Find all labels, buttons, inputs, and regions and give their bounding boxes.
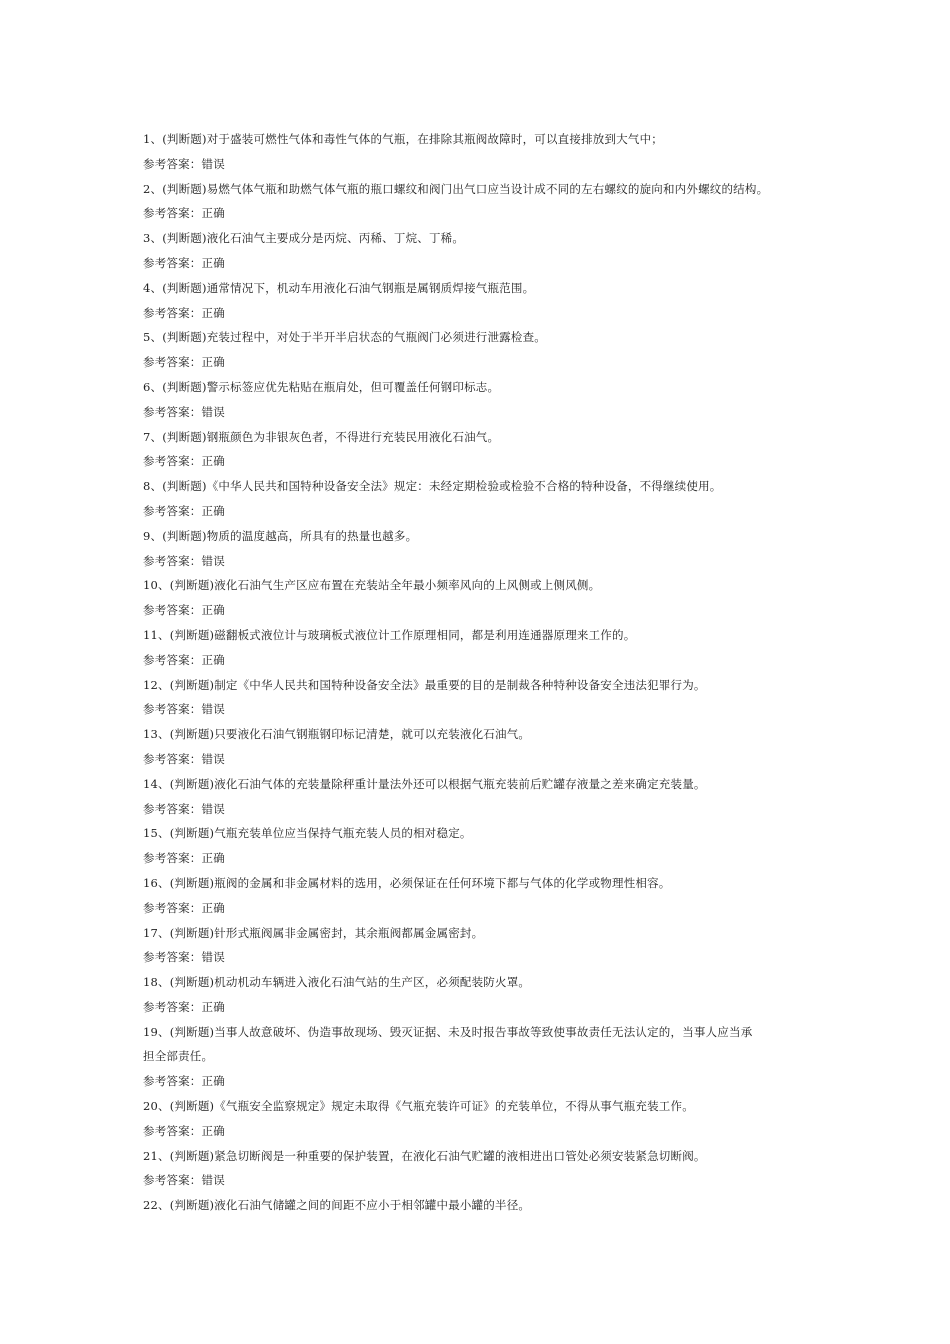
answer-line [143,697,823,722]
answer-prefix: 参考答案： [143,355,202,370]
answer-prefix: 参考答案： [143,553,202,568]
answer-line [143,945,823,970]
answer-prefix: 参考答案： [143,503,202,518]
answer-prefix: 参考答案： [143,404,202,419]
question-text: 10、(判断题)液化石油气生产区应布置在充装站全年最小频率风向的上风侧或上侧风侧。 [143,578,601,593]
answer-value: 正确 [201,454,225,469]
answer-value: 正确 [201,1123,225,1138]
exam-page [143,127,823,1218]
answer-line [143,1168,823,1193]
answer-line [143,152,823,177]
answer-prefix: 参考答案： [143,851,202,866]
answer-value: 正确 [201,900,225,915]
answer-line [143,1069,823,1094]
answer-value: 正确 [201,1074,225,1089]
answer-value: 正确 [201,652,225,667]
question-text: 1、(判断题)对于盛装可燃性气体和毒性气体的气瓶，在排除其瓶阀故障时，可以直接排放到大气中； [143,132,663,146]
answer-value: 错误 [201,1173,225,1188]
answer-value: 正确 [201,305,225,320]
answer-value: 错误 [201,156,225,171]
answer-value: 正确 [201,503,225,518]
answer-line [143,251,823,276]
question-text: 18、(判断题)机动机动车辆进入液化石油气站的生产区，必须配装防火罩。 [143,975,531,990]
answer-line [143,549,823,574]
answer-line [143,201,823,226]
answer-prefix: 参考答案： [143,950,202,965]
question-text: 11、(判断题)磁翻板式液位计与玻璃板式液位计工作原理相同，都是利用连通器原理来工作的。 [143,627,636,642]
answer-line [143,499,823,524]
question-text: 9、(判断题)物质的温度越高，所具有的热量也越多。 [143,528,418,543]
answer-line [143,896,823,921]
question-text: 19、(判断题)当事人故意破坏、伪造事故现场、毁灭证据、未及时报告事故等致使事故责任无法认定的，当事人应当承 [143,1024,753,1039]
answer-line [143,1119,823,1144]
answer-prefix: 参考答案： [143,999,202,1014]
answer-prefix: 参考答案： [143,603,202,618]
answer-prefix: 参考答案： [143,255,202,270]
question-text: 8、(判断题)《中华人民共和国特种设备安全法》规定：未经定期检验或检验不合格的特种设备，不得继续使用。 [143,479,722,494]
question-text: 5、(判断题)充装过程中，对处于半开半启状态的气瓶阀门必须进行泄露检查。 [143,330,546,345]
answer-line [143,747,823,772]
answer-prefix: 参考答案： [143,751,202,766]
answer-value: 错误 [201,702,225,717]
answer-prefix: 参考答案： [143,206,202,221]
question-text-continued: 担全部责任。 [143,1049,214,1064]
answer-line [143,797,823,822]
question-text: 4、(判断题)通常情况下，机动车用液化石油气钢瓶是属钢质焊接气瓶范围。 [143,280,535,295]
answer-prefix: 参考答案： [143,801,202,816]
answer-prefix: 参考答案： [143,900,202,915]
answer-prefix: 参考答案： [143,156,202,171]
answer-value: 正确 [201,851,225,866]
question-text: 15、(判断题)气瓶充装单位应当保持气瓶充装人员的相对稳定。 [143,826,472,841]
answer-line [143,449,823,474]
answer-value: 错误 [201,404,225,419]
answer-line [143,350,823,375]
answer-value: 错误 [201,553,225,568]
answer-line [143,846,823,871]
answer-line [143,648,823,673]
question-text: 13、(判断题)只要液化石油气钢瓶钢印标记清楚，就可以充装液化石油气。 [143,727,531,742]
question-text: 16、(判断题)瓶阀的金属和非金属材料的选用，必须保证在任何环境下都与气体的化学或物理性相容。 [143,875,671,890]
answer-value: 正确 [201,603,225,618]
answer-value: 正确 [201,206,225,221]
answer-prefix: 参考答案： [143,1123,202,1138]
question-text: 22、(判断题)液化石油气储罐之间的间距不应小于相邻罐中最小罐的半径。 [143,1198,531,1213]
answer-value: 正确 [201,999,225,1014]
answer-prefix: 参考答案： [143,652,202,667]
answer-value: 错误 [201,950,225,965]
answer-line [143,995,823,1020]
answer-line [143,301,823,326]
answer-prefix: 参考答案： [143,305,202,320]
question-text: 2、(判断题)易燃气体气瓶和助燃气体气瓶的瓶口螺纹和阀门出气口应当设计成不同的左右螺纹的旋向和内外螺纹的结构。 [143,181,769,196]
question-text: 17、(判断题)针形式瓶阀属非金属密封，其余瓶阀都属金属密封。 [143,925,484,940]
answer-value: 错误 [201,801,225,816]
answer-prefix: 参考答案： [143,454,202,469]
question-text: 14、(判断题)液化石油气体的充装量除秤重计量法外还可以根据气瓶充装前后贮罐存液量之差来确定充装量。 [143,776,706,791]
question-text: 21、(判断题)紧急切断阀是一种重要的保护装置，在液化石油气贮罐的液相进出口管处必须安装紧急切断阀。 [143,1148,706,1163]
question-text: 3、(判断题)液化石油气主要成分是丙烷、丙稀、丁烷、丁稀。 [143,231,465,246]
answer-line [143,598,823,623]
answer-line [143,400,823,425]
question-text: 6、(判断题)警示标签应优先粘贴在瓶肩处，但可覆盖任何钢印标志。 [143,379,500,394]
answer-prefix: 参考答案： [143,1074,202,1089]
question-text: 20、(判断题)《气瓶安全监察规定》规定未取得《气瓶充装许可证》的充装单位，不得从事气瓶充装工作。 [143,1099,694,1114]
answer-value: 正确 [201,355,225,370]
answer-value: 错误 [201,751,225,766]
question-text: 7、(判断题)钢瓶颜色为非银灰色者，不得进行充装民用液化石油气。 [143,429,500,444]
answer-prefix: 参考答案： [143,702,202,717]
question-text: 12、(判断题)制定《中华人民共和国特种设备安全法》最重要的目的是制裁各种特种设备安全违法犯罪行为。 [143,677,706,692]
answer-value: 正确 [201,255,225,270]
answer-prefix: 参考答案： [143,1173,202,1188]
